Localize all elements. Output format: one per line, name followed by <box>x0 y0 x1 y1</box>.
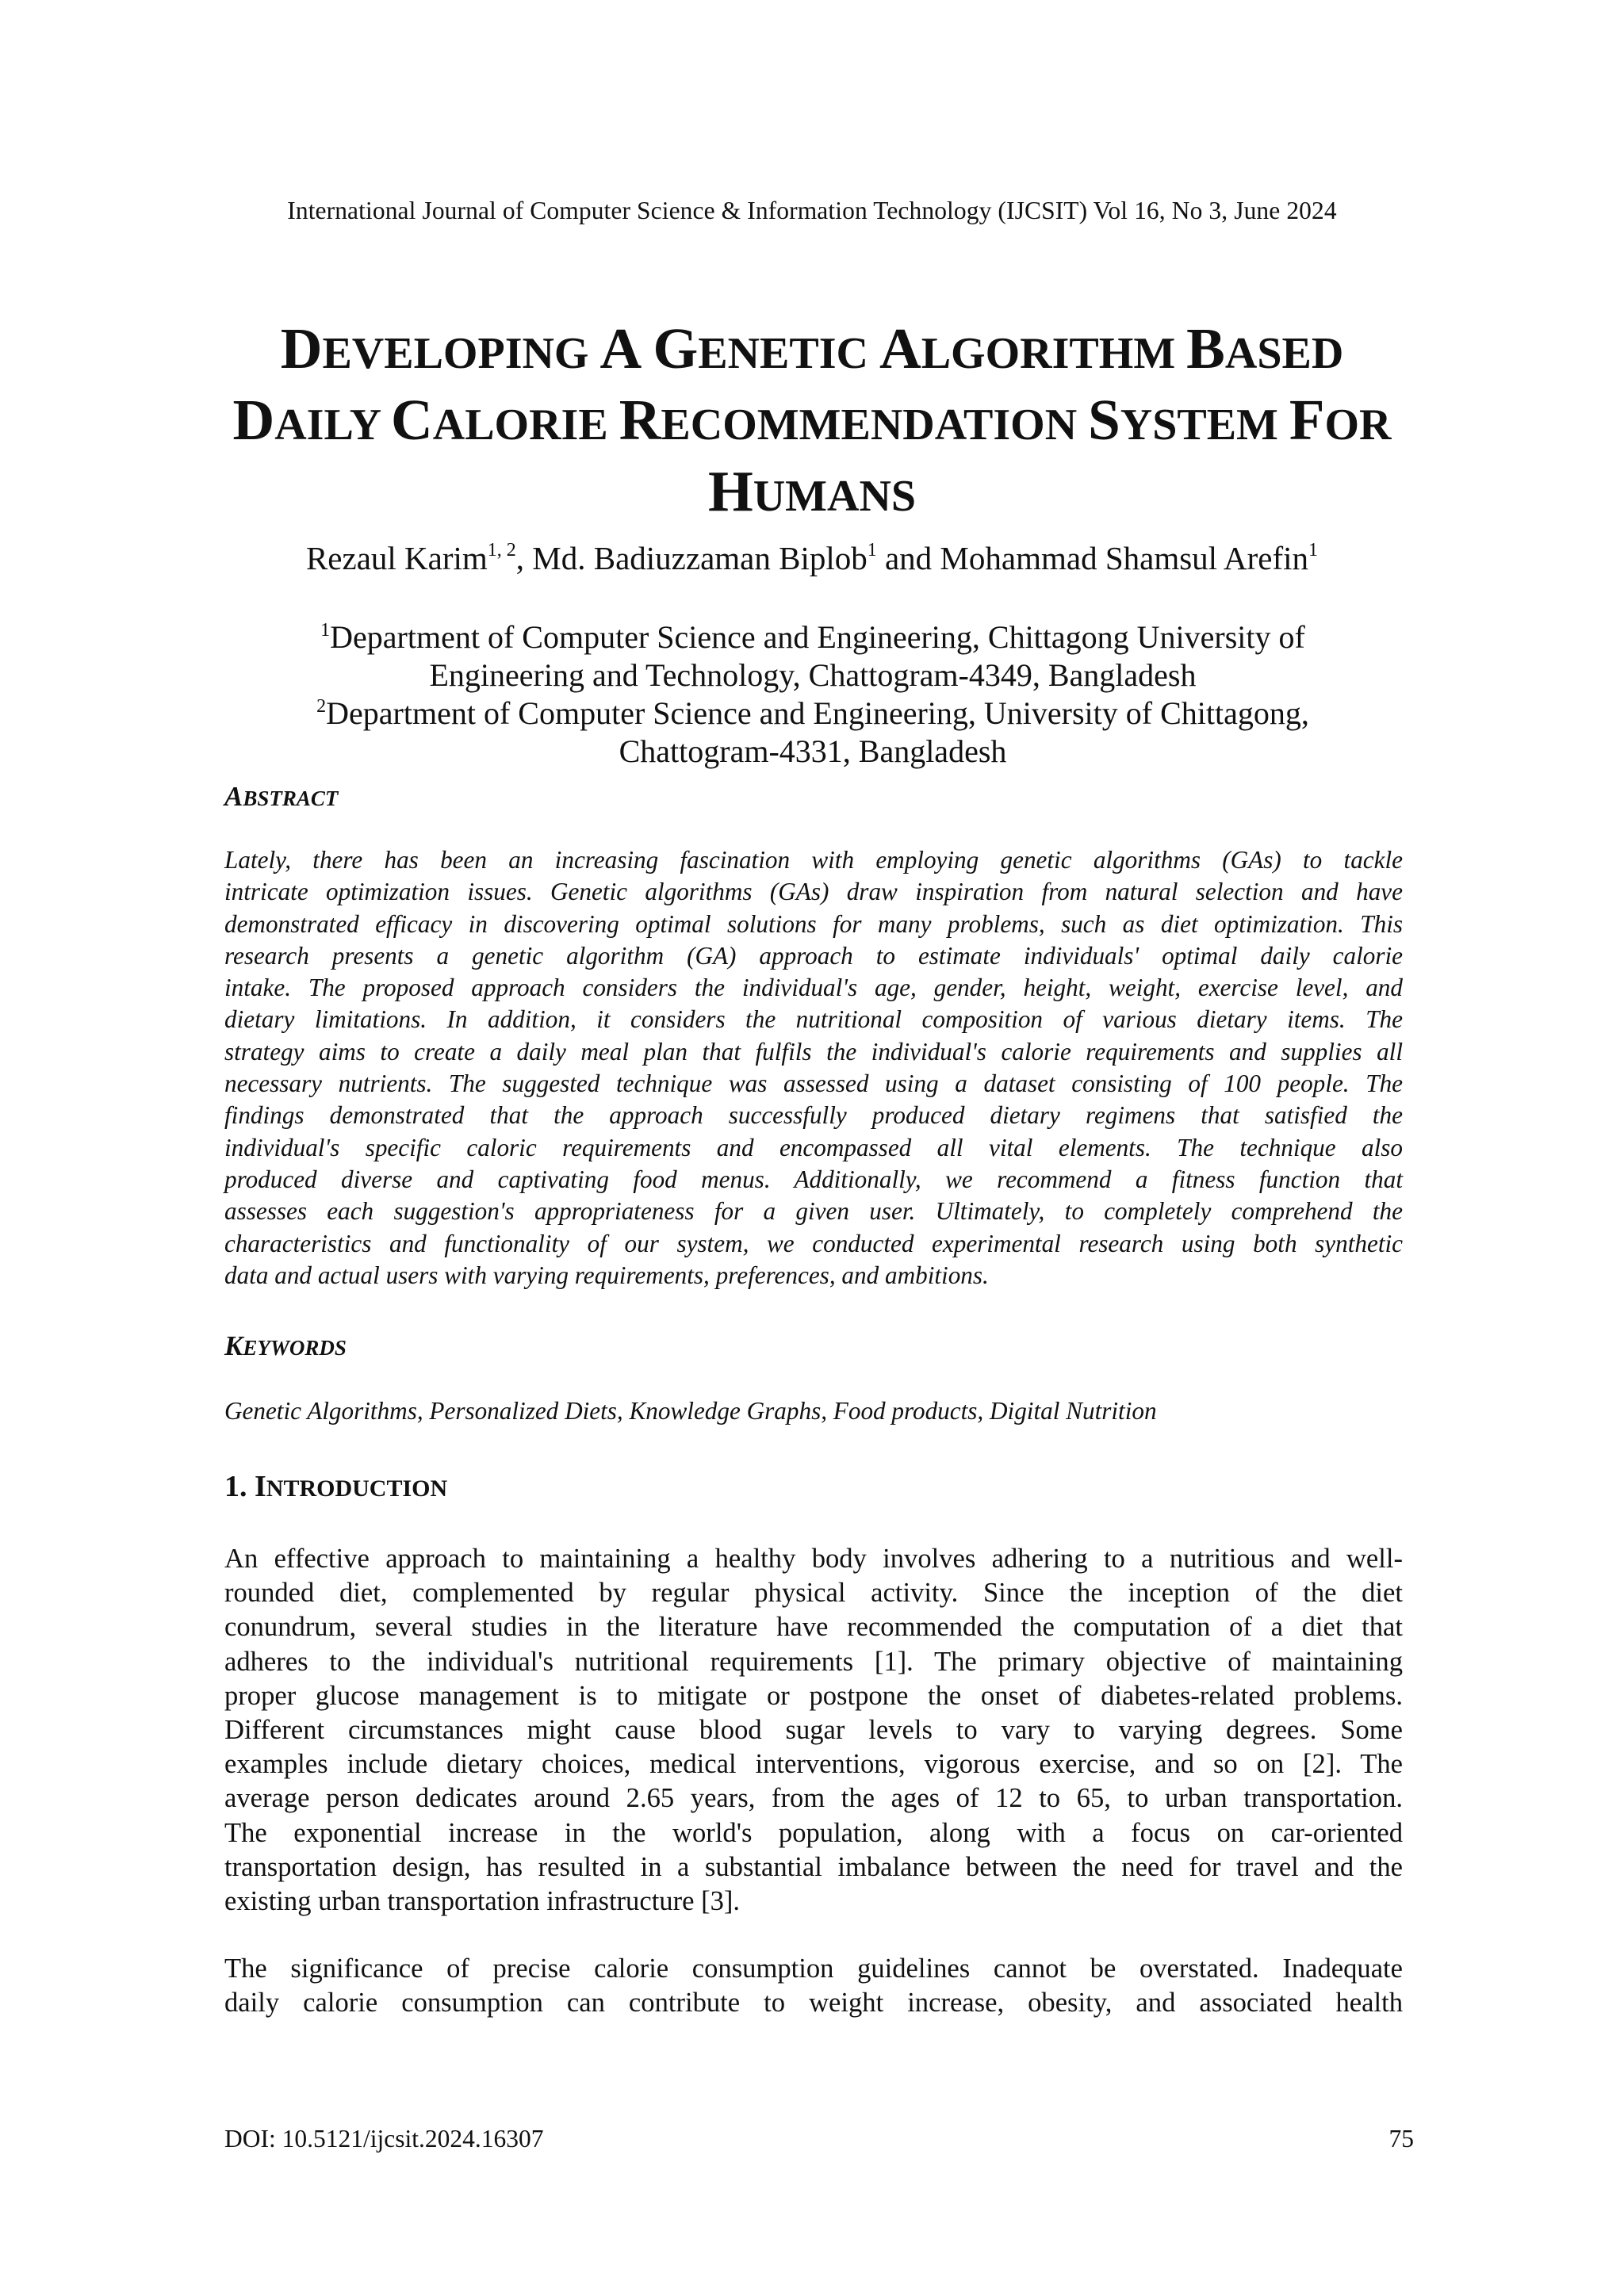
keywords-heading: KEYWORDS <box>224 1330 347 1361</box>
keywords-text: Genetic Algorithms, Personalized Diets, Knowledge Graphs, Food products, Digital Nutrition <box>224 1397 1157 1425</box>
title-line-2: DAILY CALORIE RECOMMENDATION SYSTEM FOR <box>232 388 1392 452</box>
running-header: International Journal of Computer Science & Information Technology (IJCSIT) Vol 16, No 3, June 2024 <box>287 197 1337 224</box>
author-name: Rezaul Karim <box>305 540 488 576</box>
paper-title <box>143 316 1481 530</box>
footer-page-number: 75 <box>1388 2125 1414 2152</box>
author-name: and Mohammad Shamsul Arefin <box>876 540 1309 576</box>
intro-paragraph-2: The significance of precise calorie consumption guidelines cannot be overstated. Inadequate daily calorie consumption can contribute to weight increase, obesity, and associated health <box>224 1954 1403 2019</box>
author-affiliation-mark: 1 <box>867 540 877 561</box>
author-affiliation-mark: 1 <box>1308 540 1319 561</box>
author-affiliation-mark: 1, 2 <box>487 540 516 561</box>
author-name: , Md. Badiuzzaman Biplob <box>515 540 868 576</box>
affiliation-2: $^2$Department of Computer Science and Engineering, University of Chittagong, Chattogram-4331, Bangladesh <box>316 695 1309 769</box>
footer-doi: DOI: 10.5121/ijcsit.2024.16307 <box>224 2125 544 2152</box>
intro-paragraph-1: An effective approach to maintaining a healthy body involves adhering to a nutritious and well- rounded diet, complemented by regular physical activity. Since the inception of the diet conundrum, several studies in the literature have recommended the computation of a diet that adheres to the individual's nutritional requirements [1]. The primary objective of maintaining proper glucose management is to mitigate or postpone the onset of diabetes-related problems. Different circumstances might cause blood sugar levels to vary to varying degrees. Some examples include dietary choices, medical interventions, vigorous exercise, and so on [2]. The average person dedicates around 2.65 years, from the ages of 12 to 65, to urban transportation. The exponential increase in the world's population, along with a focus on car-oriented transportation design, has resulted in a substantial imbalance between the need for travel and the existing urban transportation infrastructure [3]. <box>224 1544 1403 1917</box>
section-heading-introduction: 1. INTRODUCTION <box>224 1470 448 1503</box>
affiliations <box>222 618 1404 771</box>
abstract-heading: ABSTRACT <box>224 781 339 812</box>
title-line-3: HUMANS <box>707 459 917 523</box>
affiliation-1: $^1$Department of Computer Science and Engineering, Chittagong University of Engineering and Technology, Chattogram-4349, Bangladesh <box>320 619 1305 693</box>
author-list <box>0 539 1624 577</box>
title-line-1: DEVELOPING A GENETIC ALGORITHM BASED <box>280 316 1344 381</box>
abstract-text: Lately, there has been an increasing fascination with employing genetic algorithms (GAs) to tackle intricate optimization issues. Genetic algorithms (GAs) draw inspiration from natural selection and have demonstrated efficacy in discovering optimal solutions for many problems, such as diet optimization. This research presents a genetic algorithm (GA) approach to estimate individuals' optimal daily calorie intake. The proposed approach considers the individual's age, gender, height, weight, exercise level, and dietary limitations. In addition, it considers the nutritional composition of various dietary items. The strategy aims to create a daily meal plan that fulfils the individual's calorie requirements and supplies all necessary nutrients. The suggested technique was assessed using a dataset consisting of 100 people. The findings demonstrated that the approach successfully produced dietary regimens that satisfied the individual's specific caloric requirements and encompassed all vital elements. The technique also produced diverse and captivating food menus. Additionally, we recommend a fitness function that assesses each suggestion's appropriateness for a given user. Ultimately, to completely comprehend the characteristics and functionality of our system, we conducted experimental research using both synthetic data and actual users with varying requirements, preferences, and ambitions. <box>224 846 1403 1289</box>
